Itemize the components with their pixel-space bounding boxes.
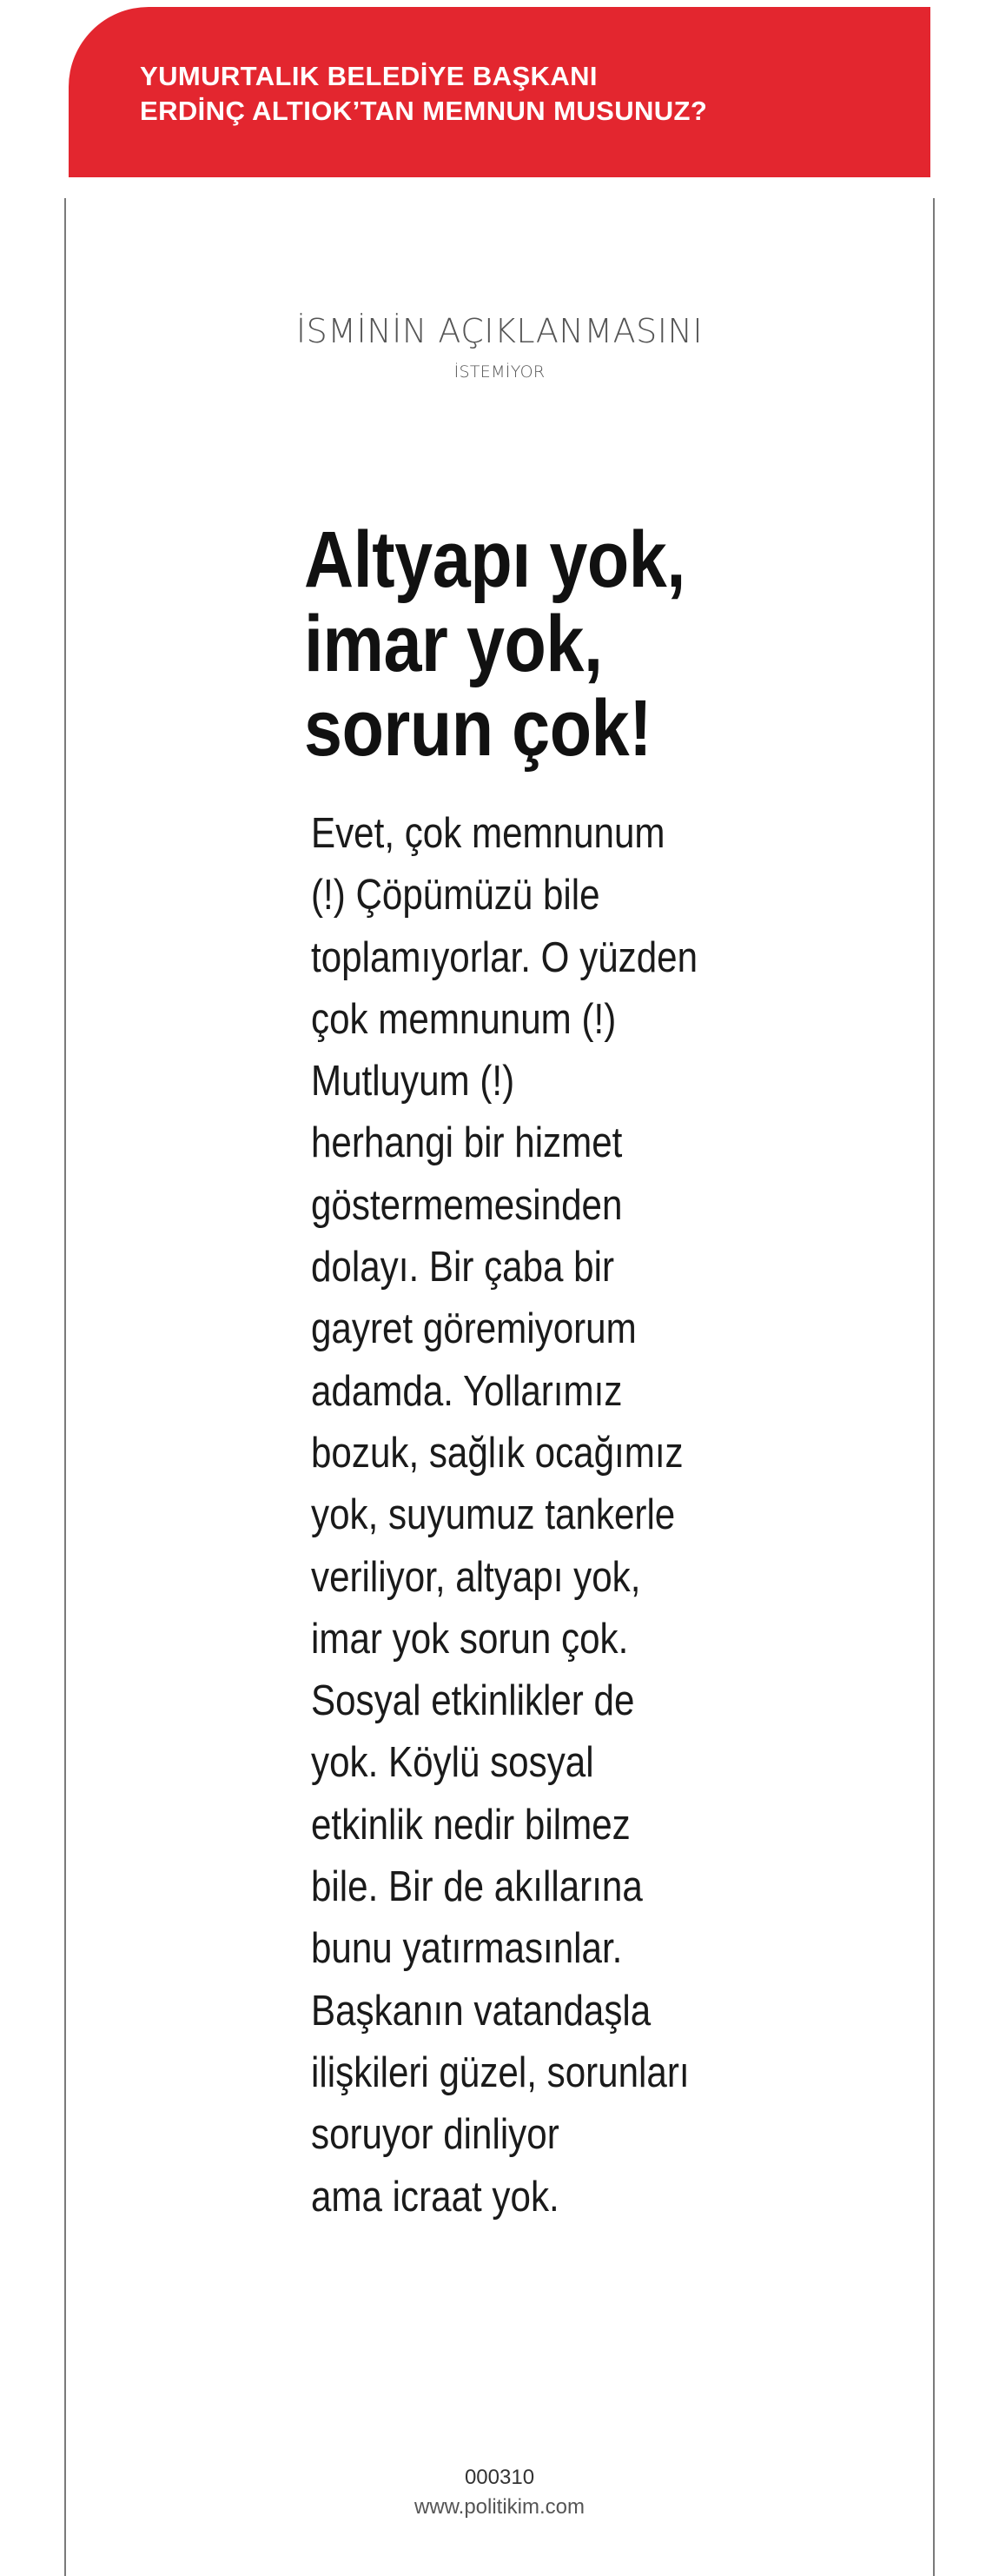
quote-line: herhangi bir hizmet — [311, 1119, 623, 1167]
left-frame-divider — [64, 198, 66, 2576]
quote-line: toplamıyorlar. O yüzden — [311, 933, 698, 981]
headline-line: Altyapı yok, — [304, 515, 685, 604]
headline — [304, 515, 842, 773]
quote-line: bile. Bir de akıllarına — [311, 1863, 643, 1911]
quote-line: dolayı. Bir çaba bir — [311, 1244, 614, 1291]
quote-line: Başkanın vatandaşla — [311, 1987, 652, 2035]
respondent-name: İSMİNİN AÇIKLANMASINI — [295, 312, 704, 350]
quote-line: etkinlik nedir bilmez — [311, 1801, 631, 1849]
quote-line: göstermemesinden — [311, 1181, 623, 1229]
headline-line: sorun çok! — [304, 684, 652, 773]
quote-line: Mutluyum (!) — [311, 1058, 515, 1105]
respondent-note: İSTEMİYOR — [453, 362, 546, 382]
quote-line: ama icraat yok. — [311, 2173, 559, 2221]
quote-line: veriliyor, altyapı yok, — [311, 1553, 641, 1601]
right-frame-divider — [933, 198, 935, 2576]
quote-line: Sosyal etkinlikler de — [311, 1677, 635, 1725]
headline-line: imar yok, — [304, 600, 603, 688]
quote-line: (!) Çöpümüzü bile — [311, 872, 600, 920]
website-url: www.politikim.com — [413, 2495, 586, 2519]
quote-line: soruyor dinliyor — [311, 2111, 559, 2159]
quote-line: yok, suyumuz tankerle — [311, 1491, 676, 1539]
quote-line: bozuk, sağlık ocağımız — [311, 1429, 684, 1477]
quote-line: ilişkileri güzel, sorunları — [311, 2048, 690, 2096]
header-title-line-2: ERDİNÇ ALTIOK’TAN MEMNUN MUSUNUZ? — [140, 96, 708, 126]
header-title-line-1: YUMURTALIK BELEDİYE BAŞKANI — [140, 61, 598, 91]
quote-body — [311, 803, 759, 2228]
header-banner — [69, 7, 930, 177]
quote-line: adamda. Yollarımız — [311, 1367, 623, 1415]
quote-line: gayret göremiyorum — [311, 1305, 637, 1353]
document-code: 000310 — [464, 2466, 535, 2489]
quote-line: çok memnunum (!) — [311, 995, 617, 1043]
quote-line: bunu yatırmasınlar. — [311, 1925, 623, 1973]
quote-line: Evet, çok memnunum — [311, 810, 665, 857]
quote-line: yok. Köylü sosyal — [311, 1739, 594, 1787]
quote-line: imar yok sorun çok. — [311, 1615, 629, 1663]
